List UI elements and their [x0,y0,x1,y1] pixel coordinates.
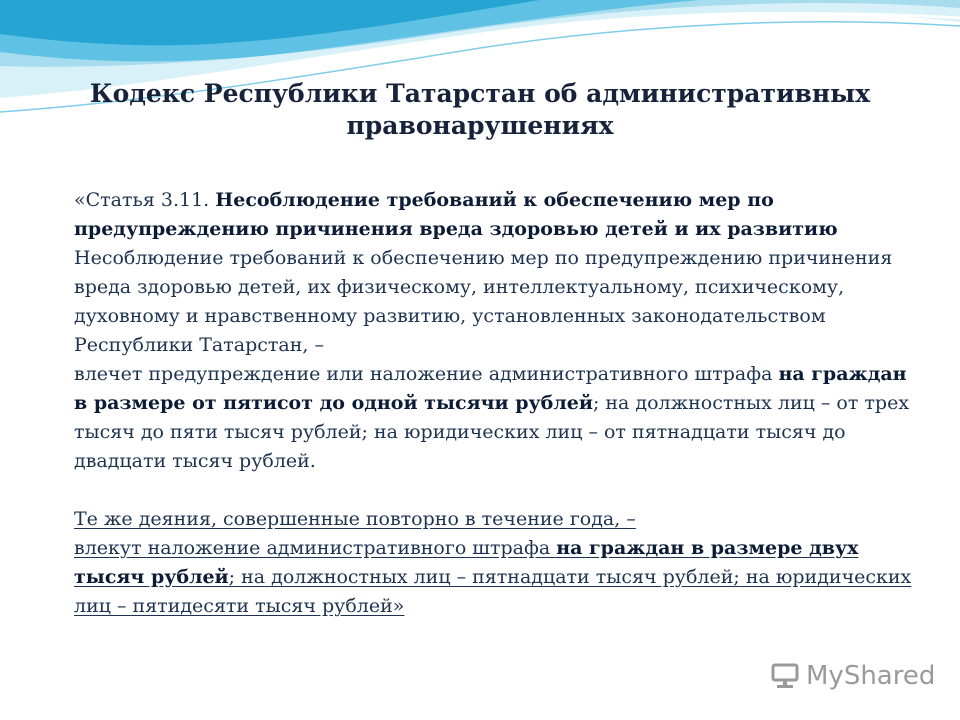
article-heading: Несоблюдение требований к обеспечению мер по предупреждению причинения вреда здоровью детей и их развитию [74,189,838,240]
penalty-1-citizens: на граждан в размере от пятисот до одной тысячи рублей [74,363,907,414]
penalty-repeat-offense [74,534,924,621]
article-first-paragraph [74,186,924,244]
penalty-1-end: ; на должностных лиц – от трех тысяч до пяти тысяч рублей; на юридических лиц – от пятнадцати тысяч до двадцати тысяч рублей. [74,392,910,472]
penalty-1-start: влечет предупреждение или наложение административного штрафа [74,363,779,385]
penalty-2-end: ; на должностных лиц – пятнадцати тысяч рублей; на юридических лиц – пятидесяти тысяч рублей» [74,566,912,617]
slide-title: Кодекс Республики Татарстан об административных правонарушениях [89,79,871,140]
projector-screen-icon [770,661,800,691]
article-paragraph: Несоблюдение требований к обеспечению мер по предупреждению причинения вреда здоровью детей, их физическому, интеллектуальному, психическому, духовному и нравственному развитию, установленных законодательством Республики Татарстан, – [74,247,893,356]
penalty-first-offense [74,360,924,476]
article-text [74,186,924,621]
watermark-text: MyShared [806,661,936,691]
paragraph-gap [74,476,924,505]
article-prefix: «Статья 3.11. [74,189,216,211]
repeat-offense-line: Те же деяния, совершенные повторно в течение года, – [74,508,636,530]
penalty-2-start: влекут наложение административного штрафа [74,537,557,559]
penalty-2-citizens: на граждан в размере двух тысяч рублей [74,537,859,588]
watermark-logo [770,656,935,696]
